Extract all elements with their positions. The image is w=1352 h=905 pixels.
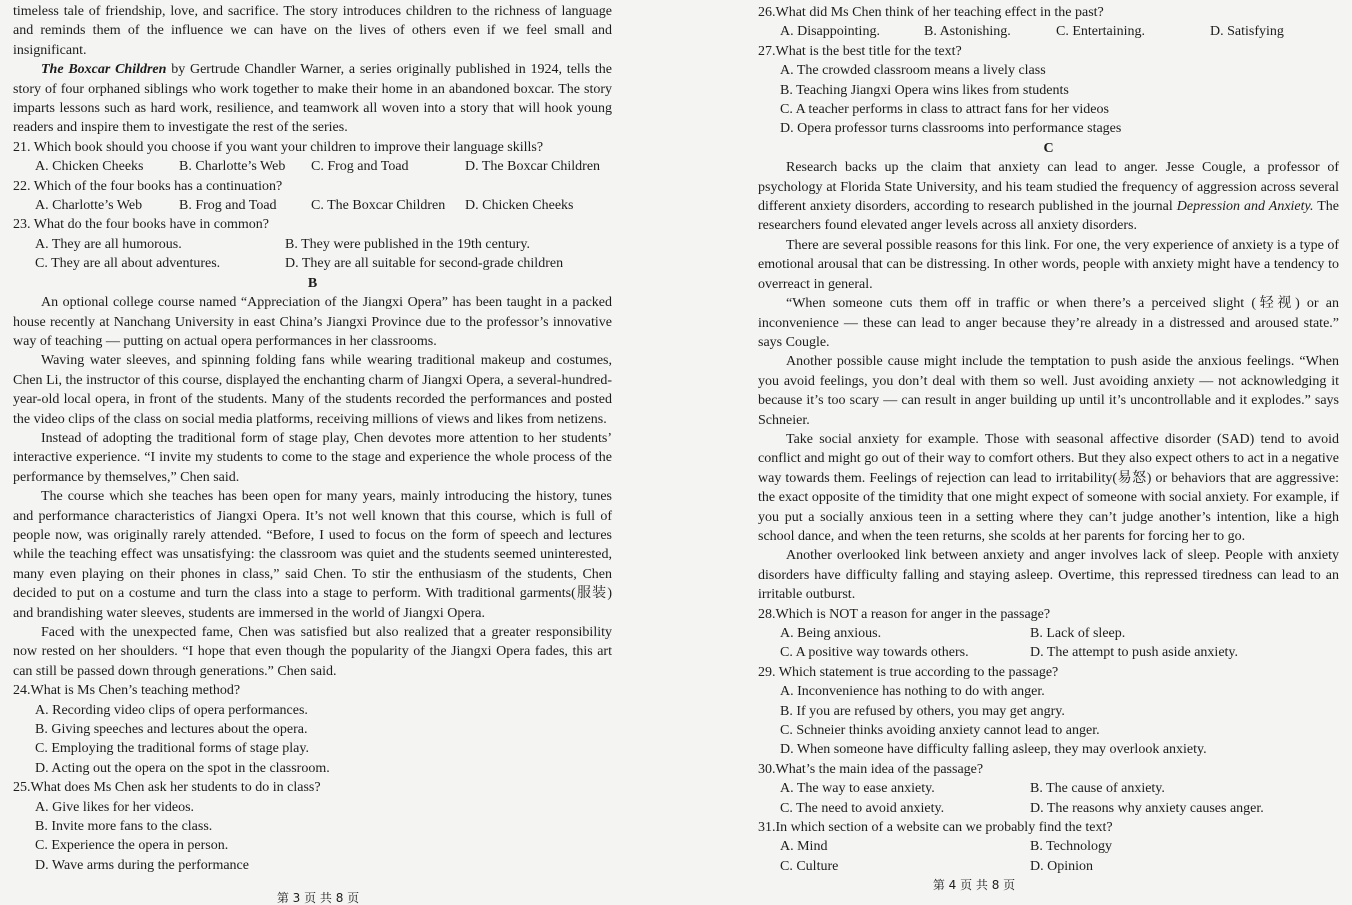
page-footer: 第 3 页 共 8 页 bbox=[276, 891, 360, 905]
passage-c bbox=[758, 236, 1339, 605]
answer-option: B. If you are refused by others, you may get angry. bbox=[780, 703, 1065, 719]
answer-option: A. Give likes for her videos. bbox=[35, 799, 195, 815]
answer-option: D. Satisfying bbox=[1210, 24, 1284, 40]
answer-option: D. When someone have difficulty falling asleep, they may overlook anxiety. bbox=[780, 742, 1207, 758]
answer-options bbox=[13, 196, 612, 215]
paragraph: An optional college course named “Appreciation of the Jiangxi Opera” has been taught in a packed house recently at Nanchang University in east China’s Jiangxi Province due to the professor’s innovative way of teaching — putting on actual opera performances in her classrooms. bbox=[13, 295, 612, 349]
book-title: The Boxcar Children bbox=[41, 62, 167, 78]
answer-options bbox=[758, 61, 1339, 139]
answer-option: A. The way to ease anxiety. bbox=[780, 781, 935, 797]
journal-title: Depression and Anxiety. bbox=[1176, 199, 1314, 215]
answer-option: D. The reasons why anxiety causes anger. bbox=[1030, 800, 1264, 816]
answer-option: B. Technology bbox=[1030, 839, 1112, 855]
answer-option: C. Experience the opera in person. bbox=[35, 838, 229, 854]
answer-option: B. They were published in the 19th century. bbox=[285, 236, 530, 252]
answer-option: D. Wave arms during the performance bbox=[35, 857, 249, 873]
question-stem: 30.What’s the main idea of the passage? bbox=[758, 761, 984, 777]
answer-options bbox=[758, 624, 1339, 663]
answer-option: A. Inconvenience has nothing to do with anger. bbox=[780, 684, 1045, 700]
answer-options bbox=[758, 682, 1339, 760]
question-stem: 24.What is Ms Chen’s teaching method? bbox=[13, 683, 241, 699]
page-footer: 第 4 页 共 8 页 bbox=[932, 878, 1016, 892]
question-stem: 26.What did Ms Chen think of her teaching effect in the past? bbox=[758, 5, 1104, 20]
answer-option: D. The attempt to push aside anxiety. bbox=[1030, 645, 1239, 661]
answer-option: C. The need to avoid anxiety. bbox=[780, 800, 945, 816]
answer-option: A. Disappointing. bbox=[780, 24, 880, 40]
answer-option: B. Giving speeches and lectures about the opera. bbox=[35, 722, 308, 738]
paragraph: Another overlooked link between anxiety and anger involves lack of sleep. People with anxiety disorders have difficulty falling and staying asleep. Overtime, this repressed tiredness can lead to an irritable outburst. bbox=[758, 548, 1339, 603]
answer-option: A. Chicken Cheeks bbox=[35, 159, 144, 175]
answer-option: D. Opinion bbox=[1030, 858, 1093, 874]
section-b-heading: B bbox=[307, 275, 318, 291]
answer-options bbox=[13, 701, 612, 779]
passage-c-first-paragraph bbox=[758, 158, 1339, 236]
questions-26-27 bbox=[758, 3, 1339, 139]
passage-c-text: Research backs up the claim that anxiety can lead to anger. Jesse Cougle, a professor of psychology at Florida State University, and his team studied the frequency of aggression across several different anxiety disorders, according to research published in the journal bbox=[758, 160, 1339, 215]
answer-option: D. Opera professor turns classrooms into performance stages bbox=[780, 121, 1122, 137]
paragraph: The course which she teaches has been open for many years, mainly introducing the history, tunes and performance characteristics of Jiangxi Opera. It’s not well known that this course, which is full of people now, was originally rarely attended. “Before, I used to focus on the form of speech and lectures while the teaching effect was unsatisfying: the classroom was quiet and the students seemed uninterested, many even playing on their phones in class,” said Chen. To stir the enthusiasm of the students, Chen decided to put on a costume and turn the class into a stage to perform. With traditional garments(服装) and brandishing water sleeves, students are immersed in the world of Jiangxi Opera. bbox=[13, 489, 612, 621]
answer-option: C. A positive way towards others. bbox=[780, 645, 969, 661]
answer-option: A. They are all humorous. bbox=[35, 236, 182, 252]
answer-option: C. Culture bbox=[780, 858, 839, 874]
answer-option: B. Frog and Toad bbox=[179, 198, 277, 214]
answer-option: B. The cause of anxiety. bbox=[1030, 781, 1165, 797]
boxcar-children-text: by Gertrude Chandler Warner, a series originally published in 1924, tells the story of four orphaned siblings who work together to make their home in an abandoned boxcar. The story imparts lessons such as hard work, resilience, and teamwork all woven into a story that will hook young readers and inspire them to investigate the rest of the series. bbox=[13, 62, 613, 136]
answer-option: B. Charlotte’s Web bbox=[179, 159, 286, 175]
answer-option: C. Entertaining. bbox=[1056, 24, 1146, 40]
question-stem: 31.In which section of a website can we probably find the text? bbox=[758, 820, 1113, 836]
answer-option: C. The Boxcar Children bbox=[311, 198, 446, 214]
paragraph: Waving water sleeves, and spinning folding fans while wearing traditional makeup and costumes, Chen Li, the instructor of this course, displayed the enchanting charm of Jiangxi Opera, a several-hundred-year-old local opera, in front of the students. Many of the students recorded the performances and posted the video clips of the class on social media platforms, receiving millions of views and likes from netizens. bbox=[13, 353, 612, 427]
questions-28-31 bbox=[758, 605, 1339, 877]
paragraph: There are several possible reasons for this link. For one, the very experience of anxiety is a type of emotional arousal that can be distressing. In other words, people with anxiety might have a tendency to overreact in general. bbox=[758, 237, 1339, 292]
answer-option: D. The Boxcar Children bbox=[465, 159, 601, 175]
answer-option: C. Employing the traditional forms of stage play. bbox=[35, 741, 309, 757]
paragraph: Faced with the unexpected fame, Chen was satisfied but also realized that a greater responsibility now rested on her shoulders. “I hope that even though the popularity of the Jiangxi Opera fades, this art can still be passed down through generations.” Chen said. bbox=[13, 625, 612, 679]
passage-c-text-end: The researchers found elevated anger levels across all anxiety disorders. bbox=[758, 199, 1339, 234]
answer-option: A. The crowded classroom means a lively class bbox=[780, 63, 1046, 79]
paragraph: Another possible cause might include the temptation to push aside the anxious feelings. “When you avoid feelings, you don’t deal with them so well. Just avoiding anxiety — not acknowledging it because it’s too scary — can result in anger building up until it’s uncontrollable and it explodes.” says Schneier. bbox=[758, 354, 1339, 428]
passage-b bbox=[13, 293, 612, 681]
answer-options bbox=[13, 798, 612, 876]
answer-option: B. Teaching Jiangxi Opera wins likes from students bbox=[780, 82, 1069, 98]
answer-option: A. Being anxious. bbox=[780, 626, 882, 641]
paragraph: Take social anxiety for example. Those with seasonal affective disorder (SAD) tend to avoid conflict and might go out of their way to comfort others. But they also expect others to act in a negative way towards them. Feelings of rejection can lead to irritability(易怒) or behaviors that are aggressive: the exact opposite of the timidity that one might expect of someone with social anxiety. For example, if you put a socially anxious teen in a setting where they can’t judge another’s intention, like a high school dance, and when the teen returns, she scolds at her parents for forcing her to go. bbox=[758, 431, 1339, 544]
question-stem: 29. Which statement is true according to the passage? bbox=[758, 664, 1059, 680]
passage-a-tail: timeless tale of friendship, love, and sacrifice. The story introduces children to the richness of language and reminds them of the influence we can have on the lives of others even if we feel small and insignificant. bbox=[13, 4, 612, 58]
question-stem: 28.Which is NOT a reason for anger in the passage? bbox=[758, 606, 1051, 622]
boxcar-children-paragraph bbox=[13, 60, 612, 138]
answer-option: C. They are all about adventures. bbox=[35, 256, 221, 272]
answer-option: A. Charlotte’s Web bbox=[35, 198, 143, 214]
question-stem: 25.What does Ms Chen ask her students to do in class? bbox=[13, 780, 321, 796]
section-c-heading: C bbox=[1043, 140, 1054, 156]
questions-21-23 bbox=[13, 138, 612, 274]
answer-options bbox=[758, 779, 1339, 818]
answer-options bbox=[758, 837, 1339, 876]
question-stem: 27.What is the best title for the text? bbox=[758, 43, 962, 59]
paragraph: Instead of adopting the traditional form of stage play, Chen devotes more attention to her students’ interactive experience. “I invite my students to come to the stage and experience the whole process of the performance by themselves,” Chen said. bbox=[13, 430, 612, 485]
question-stem: 21. Which book should you choose if you want your children to improve their language skills? bbox=[13, 139, 544, 155]
answer-option: C. A teacher performs in class to attract fans for her videos bbox=[780, 102, 1109, 118]
answer-option: B. Astonishing. bbox=[924, 24, 1011, 40]
paragraph: “When someone cuts them off in traffic or when there’s a perceived slight (轻视) or an inconvenience — these can lead to anger because they’re already in a distressed and aroused state.” says Cougle. bbox=[758, 296, 1339, 350]
question-stem: 23. What do the four books have in common? bbox=[13, 217, 269, 233]
answer-option: D. Acting out the opera on the spot in the classroom. bbox=[35, 760, 330, 776]
answer-option: D. They are all suitable for second-grade children bbox=[285, 256, 564, 272]
question-stem: 22. Which of the four books has a continuation? bbox=[13, 178, 283, 194]
answer-option: A. Recording video clips of opera performances. bbox=[35, 702, 308, 718]
answer-option: C. Schneier thinks avoiding anxiety cannot lead to anger. bbox=[780, 723, 1100, 739]
answer-options bbox=[13, 235, 612, 274]
answer-option: B. Invite more fans to the class. bbox=[35, 819, 213, 835]
answer-options bbox=[13, 157, 612, 176]
answer-option: D. Chicken Cheeks bbox=[465, 198, 574, 214]
exam-page-4 bbox=[676, 0, 1352, 900]
answer-option: C. Frog and Toad bbox=[311, 159, 409, 175]
answer-option: A. Mind bbox=[780, 839, 828, 855]
answer-options bbox=[758, 22, 1339, 41]
questions-24-25 bbox=[13, 681, 612, 875]
answer-option: B. Lack of sleep. bbox=[1030, 626, 1126, 641]
